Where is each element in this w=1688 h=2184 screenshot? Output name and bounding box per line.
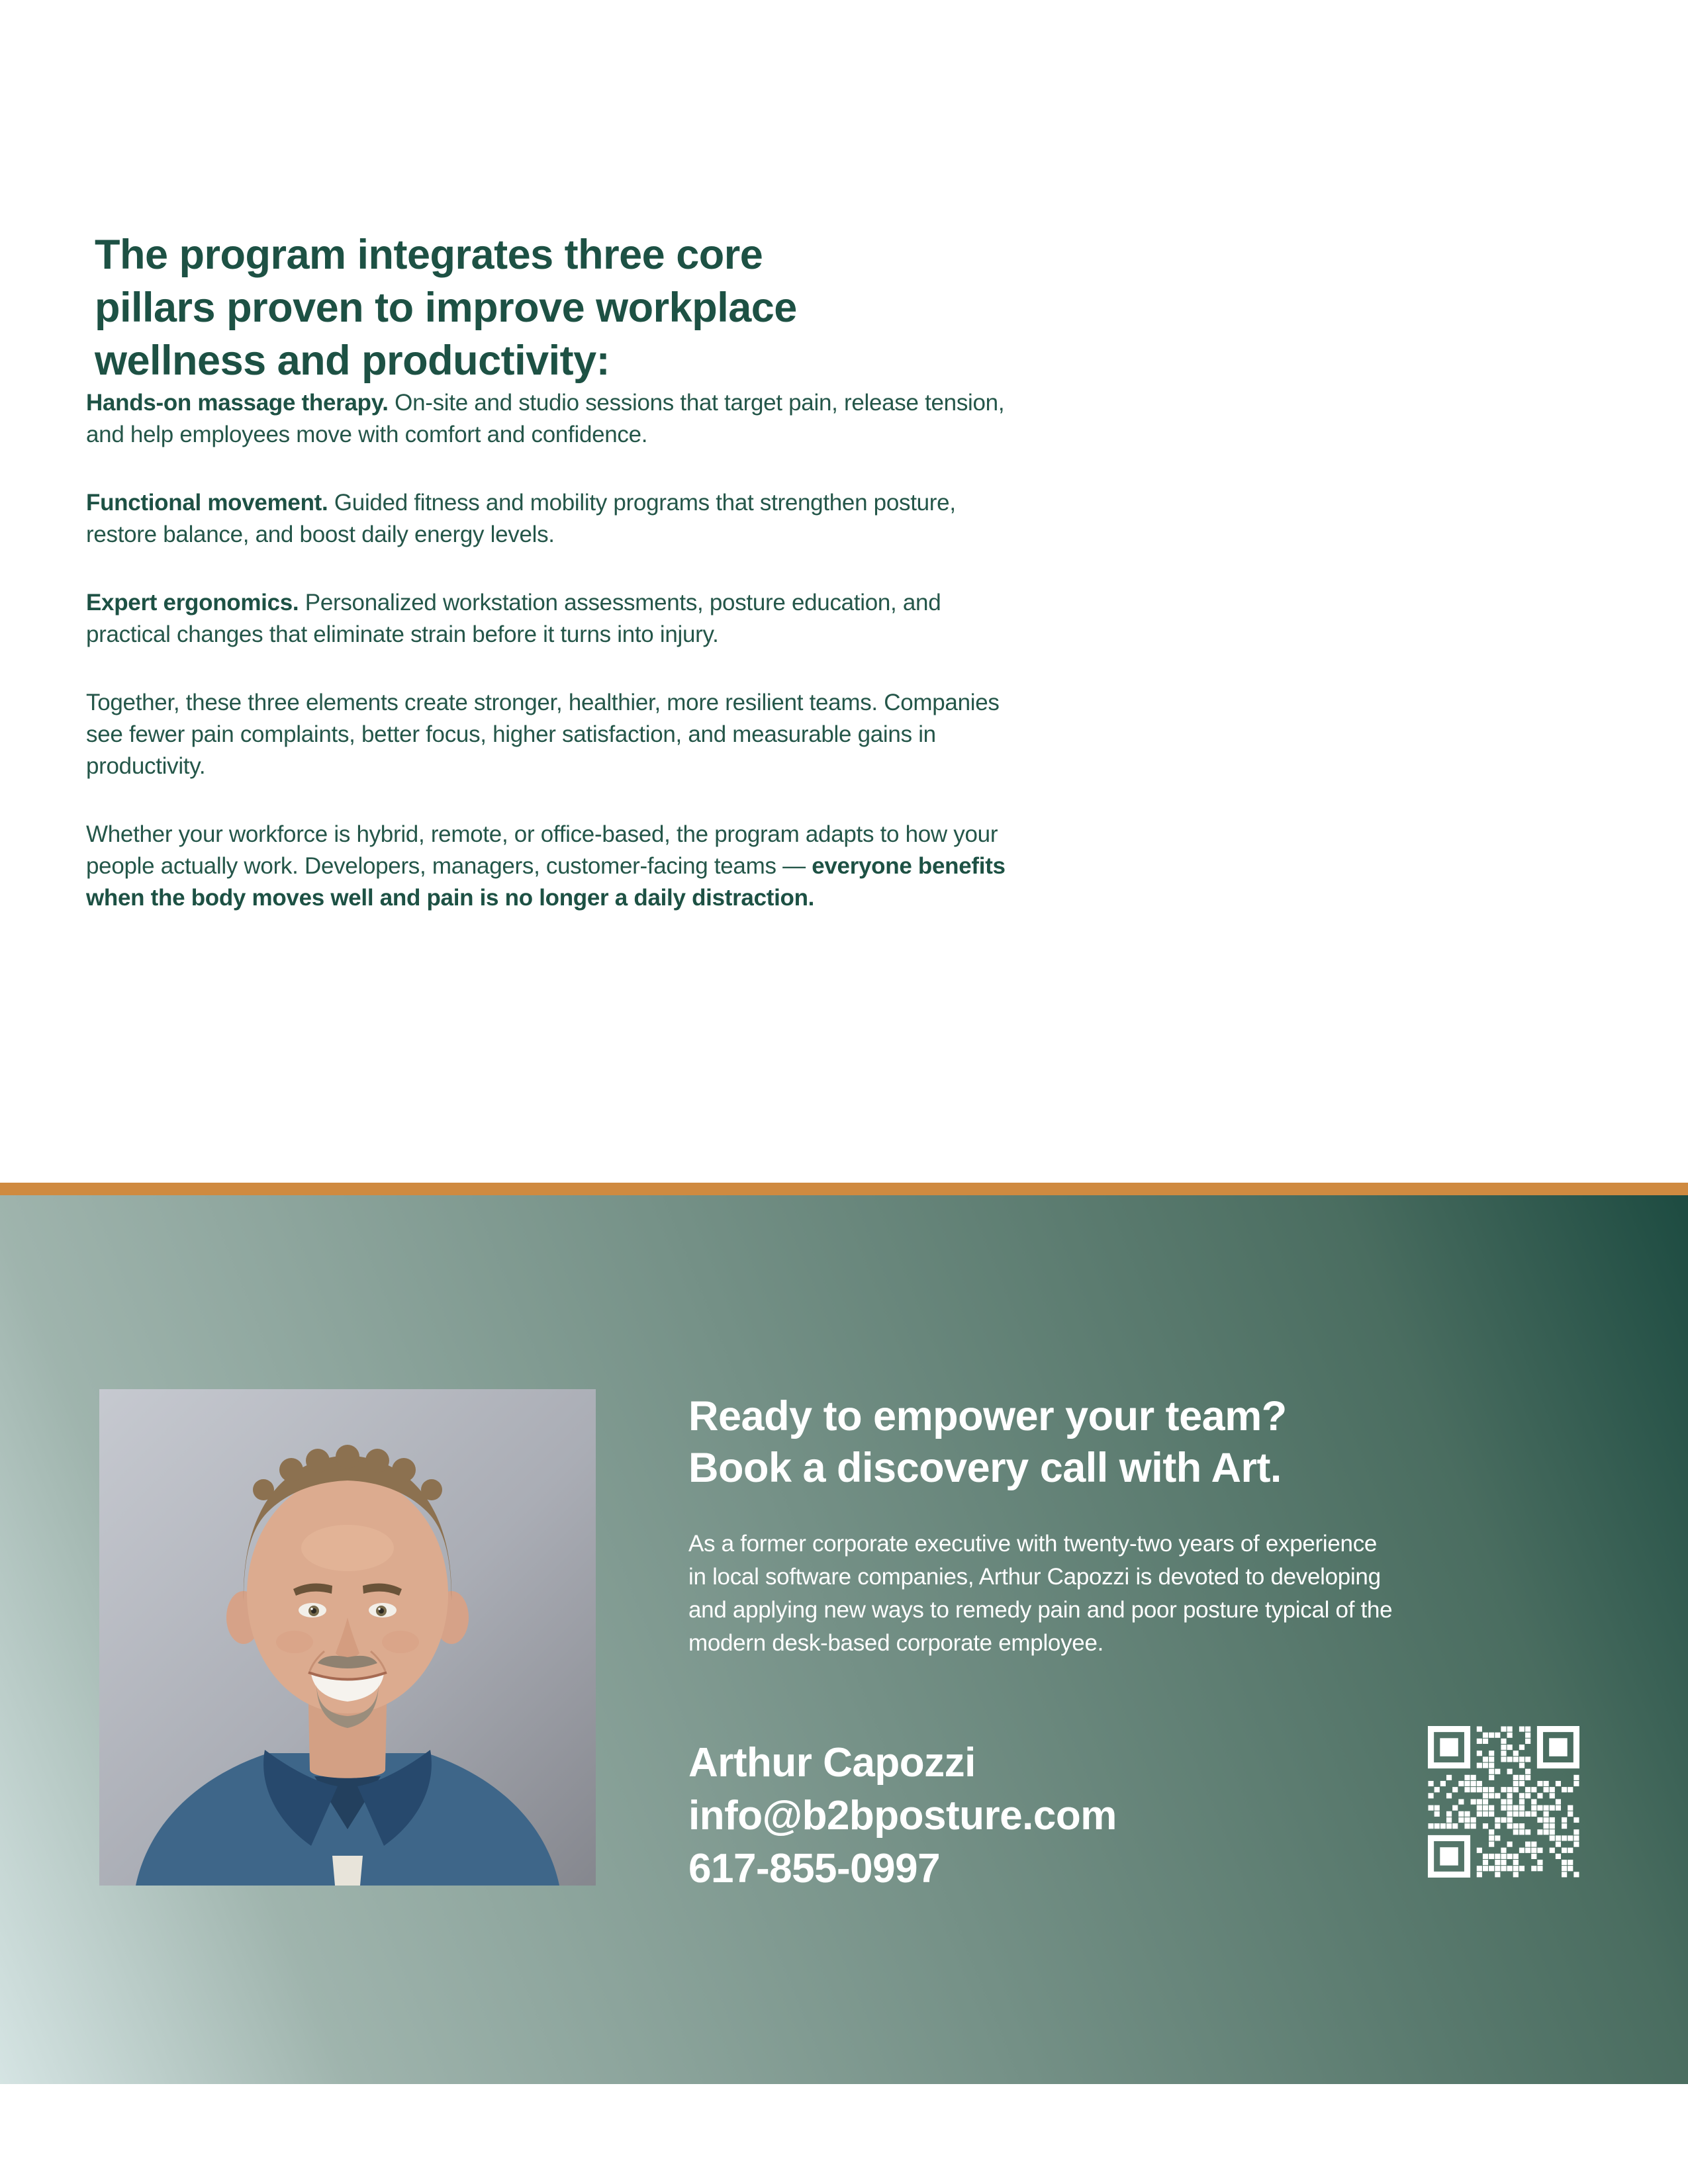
pillar-text-ergonomics: Personalized workstation assessments, posture education, and practical changes that eliminate strain before it turns into injury. — [86, 590, 941, 647]
cta-heading-line-2: Book a discovery call with Art. — [688, 1445, 1282, 1491]
contact-name: Arthur Capozzi — [688, 1740, 976, 1786]
pillar-text-movement: Guided fitness and mobility programs that strengthen posture, restore balance, and boost daily energy levels. — [86, 490, 956, 547]
intro-heading-line-2: pillars proven to improve workplace — [95, 285, 797, 332]
cta-heading-line-1: Ready to empower your team? — [688, 1393, 1287, 1439]
contact-block — [688, 1737, 1117, 1895]
pillar-paragraph-ergonomics — [86, 587, 1013, 651]
bio-line-2: in local software companies, Arthur Capozzi is devoted to developing — [688, 1564, 1381, 1590]
contact-phone: 617-855-0997 — [688, 1846, 941, 1891]
bio-line-4: modern desk-based corporate employee. — [688, 1630, 1104, 1656]
adaptability-text: Whether your workforce is hybrid, remote, or office-based, the program adapts to how your people actually work. Developers, managers, customer-facing teams — — [86, 821, 998, 879]
pillar-paragraph-movement — [86, 487, 1013, 551]
bio-text — [688, 1527, 1392, 1660]
pillar-lead-massage: Hands-on massage therapy. — [86, 390, 389, 416]
contact-email[interactable]: info@b2bposture.com — [688, 1793, 1117, 1839]
intro-heading-line-3: wellness and productivity: — [95, 338, 610, 385]
intro-heading — [95, 228, 797, 387]
pillar-text-massage: On-site and studio sessions that target pain, release tension, and help employees move with comfort and confidence. — [86, 390, 1005, 447]
adaptability-bold-tail: everyone benefits when the body moves well and pain is no longer a daily distraction. — [86, 853, 1006, 911]
arthur-portrait-photo — [99, 1389, 596, 1886]
bio-line-3: and applying new ways to remedy pain and poor posture typical of the — [688, 1597, 1393, 1623]
cta-heading — [688, 1390, 1287, 1494]
benefits-text: Together, these three elements create stronger, healthier, more resilient teams. Companies see fewer pain complaints, better focus, higher satisfaction, and measurable gains in productivity. — [86, 690, 1000, 779]
intro-heading-line-1: The program integrates three core — [95, 232, 763, 279]
portrait-illustration — [99, 1389, 596, 1886]
qr-code — [1428, 1726, 1579, 1878]
pillar-paragraph-massage — [86, 387, 1013, 451]
bio-line-1: As a former corporate executive with twenty-two years of experience — [688, 1531, 1378, 1557]
pillar-lead-movement: Functional movement. — [86, 490, 328, 516]
adaptability-paragraph — [86, 819, 1013, 914]
benefits-paragraph — [86, 687, 1013, 782]
accent-divider-bar — [0, 1183, 1688, 1195]
pillar-lead-ergonomics: Expert ergonomics. — [86, 590, 299, 615]
